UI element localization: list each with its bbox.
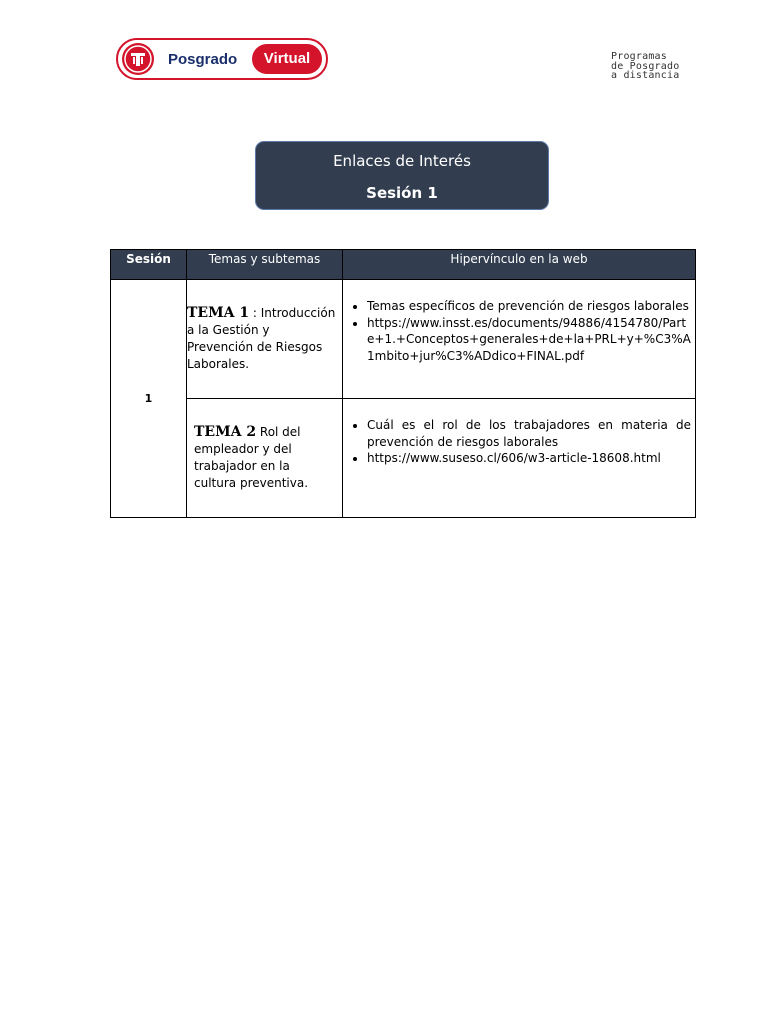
- table-row: [111, 280, 696, 399]
- university-emblem-icon: [122, 43, 154, 75]
- links-cell: [343, 399, 696, 518]
- brand-line: a distancia: [611, 70, 680, 81]
- title-box: [255, 141, 549, 210]
- tema-cell: [187, 399, 343, 518]
- tema-label: TEMA 1: [187, 305, 250, 321]
- links-table: [110, 249, 696, 518]
- header-hipervinculo: Hipervínculo en la web: [343, 250, 696, 280]
- tema-text: Rol del empleador y del trabajador en la cultura preventiva.: [194, 425, 309, 490]
- tema-text: : Introducción a la Gestión y Prevención de Riesgos Laborales.: [187, 306, 336, 371]
- logo-pill: Virtual: [252, 44, 322, 74]
- brand-line: Programas: [611, 51, 667, 62]
- tema-description: [187, 305, 342, 373]
- posgrado-virtual-logo: [116, 38, 328, 80]
- links-cell: [343, 280, 696, 399]
- header-sesion: Sesión: [111, 250, 187, 280]
- tema-label: TEMA 2: [194, 424, 257, 440]
- table-row: [111, 399, 696, 518]
- hyperlink[interactable]: • https://www.insst.es/documents/94886/4154780/Parte+1.+Conceptos+generales+de+la+PRL+y+%C3%A1mbito+jur%C3%ADdico+FINAL.pdf: [367, 315, 691, 365]
- link-list: [343, 417, 695, 467]
- logo-text: Posgrado: [168, 51, 238, 68]
- tema-description: [187, 424, 342, 492]
- hyperlink[interactable]: • https://www.suseso.cl/606/w3-article-18608.html: [367, 450, 691, 467]
- brand-line: de Posgrado: [611, 60, 680, 72]
- list-item: • Cuál es el rol de los trabajadores en materia de prevención de riesgos laborales: [367, 417, 691, 450]
- tema-cell: [187, 280, 343, 399]
- page-title: Enlaces de Interés: [333, 152, 471, 170]
- header-temas: Temas y subtemas: [187, 250, 343, 280]
- table-header-row: [111, 250, 696, 280]
- session-subtitle: Sesión 1: [366, 184, 438, 202]
- brand-tagline: [611, 52, 679, 81]
- session-number: 1: [111, 280, 187, 518]
- list-item: • Temas específicos de prevención de riesgos laborales: [367, 298, 691, 315]
- link-list: [343, 298, 695, 364]
